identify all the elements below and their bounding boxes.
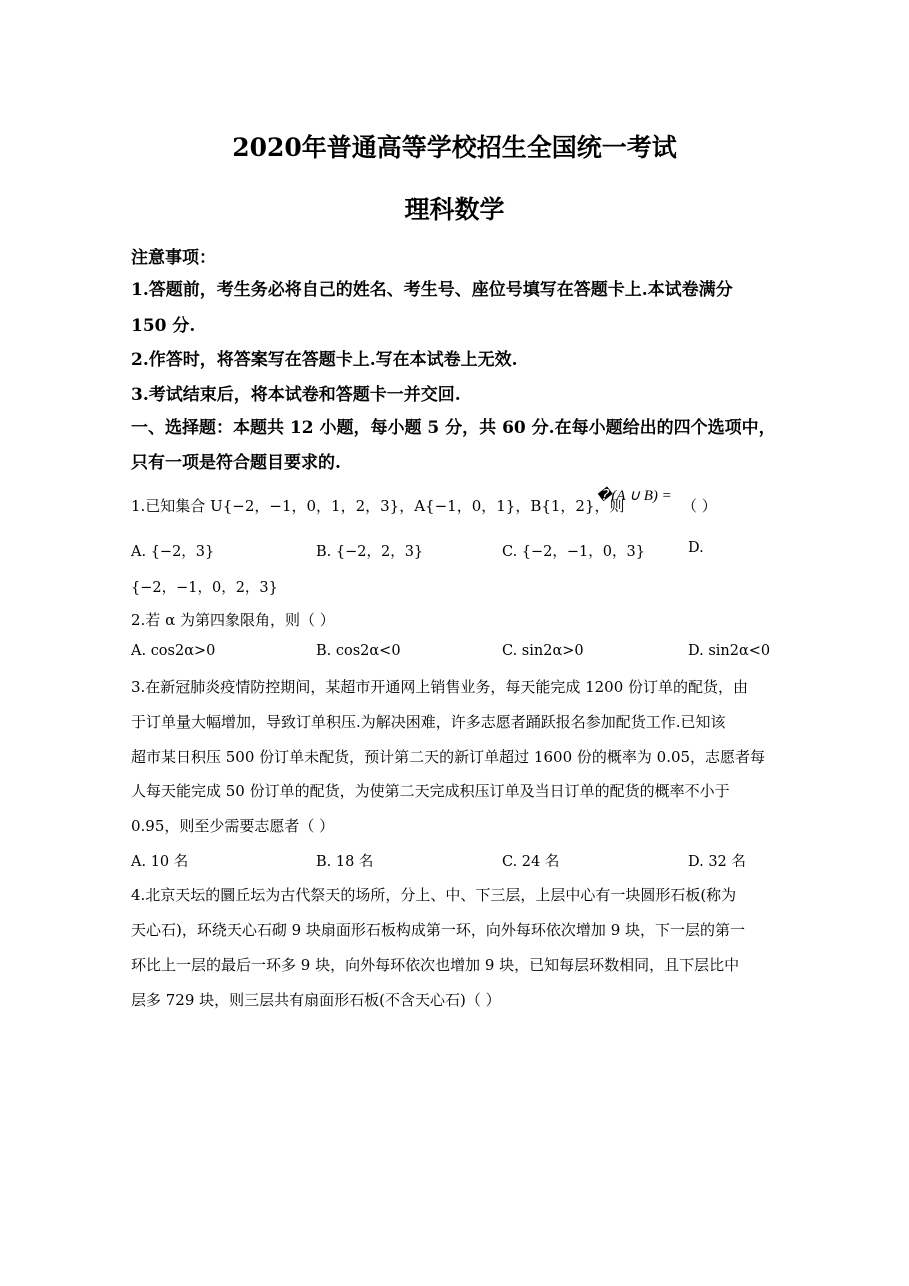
question-1-paren: （ ）	[682, 497, 717, 515]
q1-option-a: A. {−2，3}	[131, 544, 215, 560]
q2-option-d: D. sin2α<0	[688, 643, 771, 659]
question-4-line-1: 4.北京天坛的圜丘坛为古代祭天的场所，分上、中、下三层，上层中心有一块圆形石板(称为	[131, 886, 737, 904]
q3-option-d: D. 32 名	[688, 854, 746, 870]
q1-option-d-value: {−2，−1，0，2，3}	[131, 580, 278, 596]
exam-title: 2020年普通高等学校招生全国统一考试	[232, 133, 677, 162]
q1-option-b: B. {−2，2，3}	[316, 544, 424, 560]
q1-option-c: C. {−2，−1，0，3}	[502, 544, 645, 560]
notice-item-1: 1.答题前，考生务必将自己的姓名、考生号、座位号填写在答题卡上.本试卷满分	[131, 280, 733, 300]
question-1-stem: 1.已知集合 U{−2，−1，0，1，2，3}，A{−1，0，1}，B{1，2}，则	[131, 497, 625, 515]
question-3-line-1: 3.在新冠肺炎疫情防控期间，某超市开通网上销售业务，每天能完成 1200 份订单的配货，由	[131, 678, 749, 696]
question-3-line-2: 于订单量大幅增加，导致订单积压.为解决困难，许多志愿者踊跃报名参加配货工作.已知该	[131, 713, 726, 731]
notice-item-2: 2.作答时，将答案写在答题卡上.写在本试卷上无效.	[131, 350, 518, 370]
question-3-line-3: 超市某日积压 500 份订单未配货，预计第二天的新订单超过 1600 份的概率为 0.05，志愿者每	[131, 748, 766, 766]
exam-subtitle: 理科数学	[404, 195, 505, 224]
section-heading-cont: 只有一项是符合题目要求的.	[131, 453, 341, 473]
question-4-line-4: 层多 729 块，则三层共有扇面形石板(不含天心石)（ ）	[131, 991, 501, 1009]
question-3-line-4: 人每天能完成 50 份订单的配货，为使第二天完成积压订单及当日订单的配货的概率不小于	[131, 782, 730, 800]
notice-heading: 注意事项：	[131, 248, 216, 268]
question-1-formula: �(A ∪ B) =	[596, 488, 672, 504]
q3-option-b: B. 18 名	[316, 854, 374, 870]
q2-option-a: A. cos2α>0	[131, 643, 216, 659]
q3-option-c: C. 24 名	[502, 854, 560, 870]
notice-item-3: 3.考试结束后，将本试卷和答题卡一并交回.	[131, 385, 461, 405]
q3-option-a: A. 10 名	[131, 854, 189, 870]
q2-option-b: B. cos2α<0	[316, 643, 401, 659]
question-4-line-3: 环比上一层的最后一环多 9 块，向外每环依次也增加 9 块，已知每层环数相同，且下层比中	[131, 956, 740, 974]
q1-option-d: D.	[688, 540, 704, 556]
question-2-stem: 2.若 α 为第四象限角，则（ ）	[131, 611, 335, 629]
q2-option-c: C. sin2α>0	[502, 643, 584, 659]
notice-item-1-cont: 150 分.	[131, 316, 196, 336]
section-heading: 一、选择题：本题共 12 小题，每小题 5 分，共 60 分.在每小题给出的四个选项中，	[131, 418, 776, 438]
question-3-line-5: 0.95，则至少需要志愿者（ ）	[131, 817, 335, 835]
question-4-line-2: 天心石)，环绕天心石砌 9 块扇面形石板构成第一环，向外每环依次增加 9 块，下一层的第一	[131, 921, 746, 939]
